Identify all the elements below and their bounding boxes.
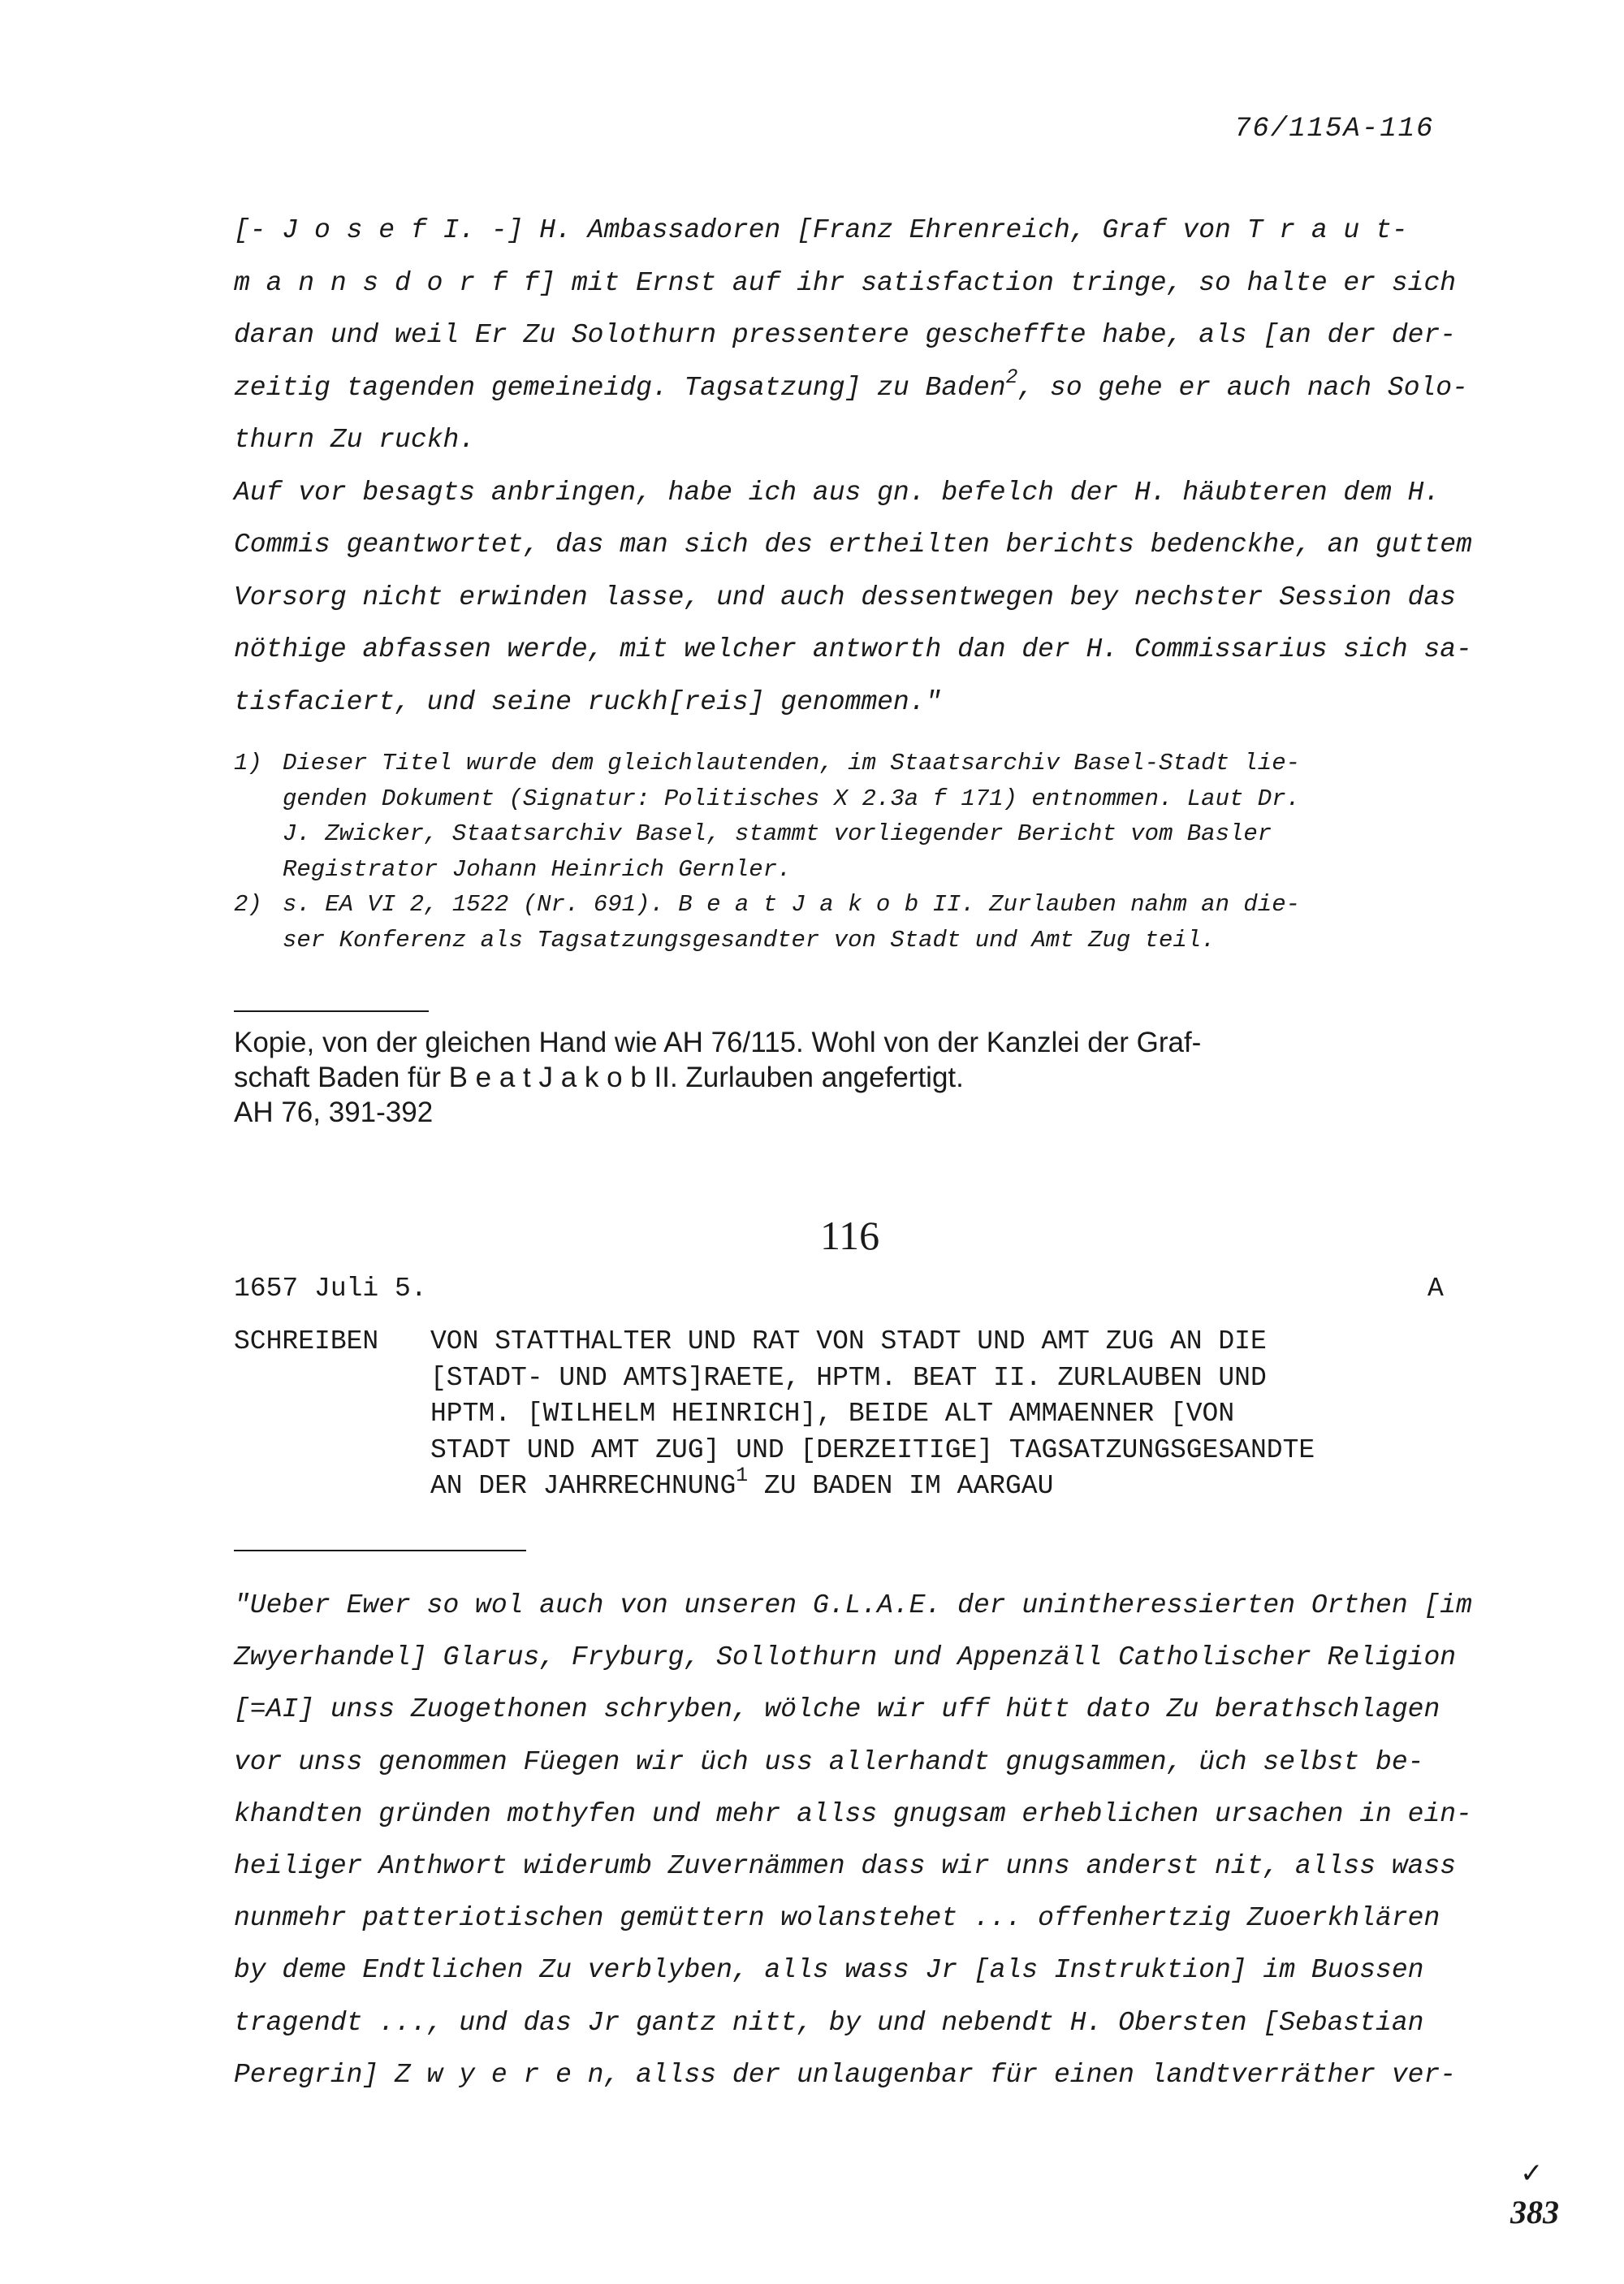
footnote-line: s. EA VI 2, 1522 (Nr. 691). B e a t J a k o b II. Zurlauben nahm an die- (283, 891, 1301, 918)
document-reference: 76/115A-116 (1234, 114, 1435, 145)
handwritten-page-mark: 383 (1510, 2194, 1559, 2230)
source-line: Kopie, von der gleichen Hand wie AH 76/115. Wohl von der Kanzlei der Graf- (234, 1027, 1202, 1058)
footnote-line: ser Konferenz als Tagsatzungsgesandter von Stadt und Amt Zug teil. (283, 926, 1216, 954)
text-line: Vorsorg nicht erwinden lasse, und auch dessentwegen bey nechster Session das (234, 582, 1457, 612)
divider (234, 1550, 526, 1551)
heading-line: VON STATTHALTER UND RAT VON STADT UND AMT ZUG AN DIE (430, 1326, 1267, 1356)
body-top (234, 205, 1501, 729)
text-line: Auf vor besagts anbringen, habe ich aus gn. befelch der H. häubteren dem H. (234, 477, 1440, 508)
footnote-line: J. Zwicker, Staatsarchiv Basel, stammt vorliegender Bericht vom Basler (283, 820, 1272, 847)
text-line: Peregrin] Z w y e r e n, allss der unlaugenbar für einen landtverräther ver- (234, 2059, 1457, 2090)
heading-line: [STADT- UND AMTS]RAETE, HPTM. BEAT II. ZURLAUBEN UND (430, 1362, 1267, 1393)
heading-line: STADT UND AMT ZUG] UND [DERZEITIGE] TAGSATZUNGSGESANDTE (430, 1434, 1315, 1465)
text-line: nunmehr patteriotischen gemüttern wolanstehet ... offenhertzig Zuoerkhlären (234, 1903, 1440, 1934)
text-line: nöthige abfassen werde, mit welcher antworth dan der H. Commissarius sich sa- (234, 634, 1472, 664)
divider (234, 1010, 429, 1012)
heading-line: AN DER JAHRRECHNUNG$^1$ ZU BADEN IM AARGAU (430, 1464, 1054, 1501)
checkmark-icon: ✓ (1520, 2158, 1544, 2189)
document-letter: A (1427, 1274, 1444, 1304)
source-note (234, 1025, 1501, 1130)
footnotes (234, 746, 1501, 958)
footnote-line: Dieser Titel wurde dem gleichlautenden, im Staatsarchiv Basel-Stadt lie- (283, 750, 1301, 776)
footnote-line: genden Dokument (Signatur: Politisches X 2.3a f 171) entnommen. Laut Dr. (283, 785, 1301, 812)
footnote-ref: 2 (1005, 366, 1018, 389)
footnote-line: Registrator Johann Heinrich Gernler. (283, 855, 792, 883)
text-line: Commis geantwortet, das man sich des ertheilten berichts bedenckhe, an guttem (234, 530, 1472, 560)
source-line: AH 76, 391-392 (234, 1097, 434, 1128)
text-line: khandten gründen mothyfen und mehr allss gnugsam erheblichen ursachen in ein- (234, 1798, 1472, 1829)
text-line: [- J o s e f I. -] H. Ambassadoren [Franz Ehrenreich, Graf von T r a u t- (234, 215, 1408, 245)
text-line: thurn Zu ruckh. (234, 425, 476, 455)
footnote-1 (234, 746, 1501, 887)
text-line: "Ueber Ewer so wol auch von unseren G.L.A.E. der unintheressierten Orthen [im (234, 1590, 1472, 1620)
heading-label: SCHREIBEN (234, 1326, 379, 1356)
text-line: m a n n s d o r f f] mit Ernst auf ihr satisfaction tringe, so halte er sich (234, 267, 1457, 298)
text-line: by deme Endtlichen Zu verblyben, alls wass Jr [als Instruktion] im Buossen (234, 1955, 1424, 1986)
body-bottom (234, 1580, 1501, 2101)
source-line: schaft Baden für B e a t J a k o b II. Zurlauben angefertigt. (234, 1062, 964, 1093)
heading-text (430, 1324, 1600, 1505)
footnote-number: 2) (234, 891, 262, 918)
text-line: tragendt ..., und das Jr gantz nitt, by und nebendt H. Obersten [Sebastian (234, 2007, 1424, 2038)
text-line: tisfaciert, und seine ruckh[reis] genommen." (234, 686, 942, 717)
text-line: [=AI] unss Zuogethonen schryben, wölche wir uff hütt dato Zu berathschlagen (234, 1694, 1440, 1725)
text-line: vor unss genommen Füegen wir üch uss allerhandt gnugsammen, üch selbst be- (234, 1746, 1424, 1777)
heading-line: HPTM. [WILHELM HEINRICH], BEIDE ALT AMMAENNER [VON (430, 1399, 1235, 1429)
footnote-2 (234, 887, 1501, 958)
document-date: 1657 Juli 5. (234, 1274, 427, 1304)
text-line: Zwyerhandel] Glarus, Fryburg, Sollothurn und Appenzäll Catholischer Religion (234, 1642, 1457, 1673)
text-line: daran und weil Er Zu Solothurn pressentere gescheffte habe, als [an der der- (234, 320, 1457, 350)
document-number: 116 (820, 1213, 880, 1258)
footnote-number: 1) (234, 750, 262, 776)
text-line: heiliger Anthwort widerumb Zuvernämmen dass wir unns anderst nit, allss wass (234, 1851, 1457, 1882)
footnote-ref: 1 (736, 1464, 749, 1488)
text-line: zeitig tagenden gemeineidg. Tagsatzung] zu Baden$^2$, so gehe er auch nach Solo- (234, 366, 1468, 403)
